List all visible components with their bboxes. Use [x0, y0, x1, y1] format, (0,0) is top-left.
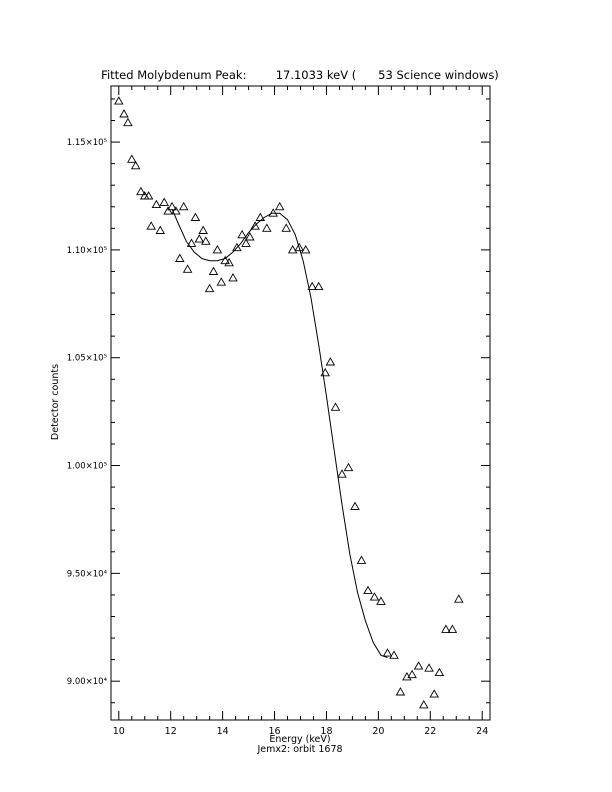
- data-point: [326, 358, 334, 365]
- chart-title: Fitted Molybdenum Peak: 17.1033 keV ( 53 Science windows): [101, 68, 499, 82]
- data-points-layer: [115, 97, 463, 708]
- data-point: [415, 662, 423, 669]
- data-point: [351, 503, 359, 510]
- data-point: [238, 231, 246, 238]
- x-tick-label: 24: [476, 726, 489, 737]
- y-tick-label: 1.10×10⁵: [66, 245, 107, 256]
- data-point: [225, 259, 233, 266]
- data-point: [206, 285, 214, 292]
- data-point: [124, 119, 132, 126]
- x-tick-label: 20: [372, 726, 385, 737]
- data-point: [364, 587, 372, 594]
- data-point: [152, 201, 160, 208]
- data-point: [282, 224, 290, 231]
- data-point: [229, 274, 237, 281]
- data-point: [384, 649, 392, 656]
- chart-footer: Jemx2: orbit 1678: [257, 744, 343, 755]
- data-point: [403, 673, 411, 680]
- fit-curve-layer: [172, 209, 388, 658]
- x-tick-label: 12: [164, 726, 177, 737]
- data-point: [120, 110, 128, 117]
- x-tick-label: 14: [216, 726, 229, 737]
- data-point: [160, 198, 168, 205]
- tick-marks: [111, 86, 490, 720]
- data-point: [263, 224, 271, 231]
- data-point: [191, 214, 199, 221]
- data-point: [455, 595, 463, 602]
- y-tick-label: 1.00×10⁵: [66, 461, 107, 472]
- data-point: [184, 265, 192, 272]
- tick-labels: [67, 138, 489, 737]
- x-tick-label: 16: [268, 726, 281, 737]
- fit-curve: [172, 209, 388, 658]
- data-point: [195, 235, 203, 242]
- data-point: [180, 203, 188, 210]
- data-point: [256, 214, 264, 221]
- data-point: [176, 255, 184, 262]
- data-point: [276, 203, 284, 210]
- data-point: [132, 162, 140, 169]
- data-point: [128, 155, 136, 162]
- data-point: [420, 701, 428, 708]
- data-point: [115, 97, 123, 104]
- data-point: [164, 207, 172, 214]
- x-axis-label: Energy (keV): [269, 734, 331, 745]
- plot-frame: [111, 86, 490, 720]
- data-point: [217, 278, 225, 285]
- data-point: [371, 593, 379, 600]
- data-point: [147, 222, 155, 229]
- y-tick-label: 9.00×10⁴: [66, 677, 107, 688]
- y-tick-label: 9.50×10⁴: [66, 569, 107, 580]
- data-point: [332, 403, 340, 410]
- x-tick-label: 22: [424, 726, 437, 737]
- data-point: [358, 556, 366, 563]
- data-point: [430, 690, 438, 697]
- y-tick-label: 1.05×10⁵: [66, 353, 107, 364]
- data-point: [213, 246, 221, 253]
- data-point: [435, 669, 443, 676]
- y-tick-label: 1.15×10⁵: [66, 138, 107, 149]
- data-point: [338, 470, 346, 477]
- data-point: [210, 268, 218, 275]
- x-tick-label: 10: [112, 726, 125, 737]
- data-point: [156, 227, 164, 234]
- data-point: [377, 597, 385, 604]
- y-axis-label: Detector counts: [50, 363, 61, 441]
- data-point: [199, 227, 207, 234]
- data-point: [396, 688, 404, 695]
- x-tick-label: 18: [320, 726, 333, 737]
- data-point: [345, 464, 353, 471]
- plot-axes: [111, 86, 490, 720]
- data-point: [425, 664, 433, 671]
